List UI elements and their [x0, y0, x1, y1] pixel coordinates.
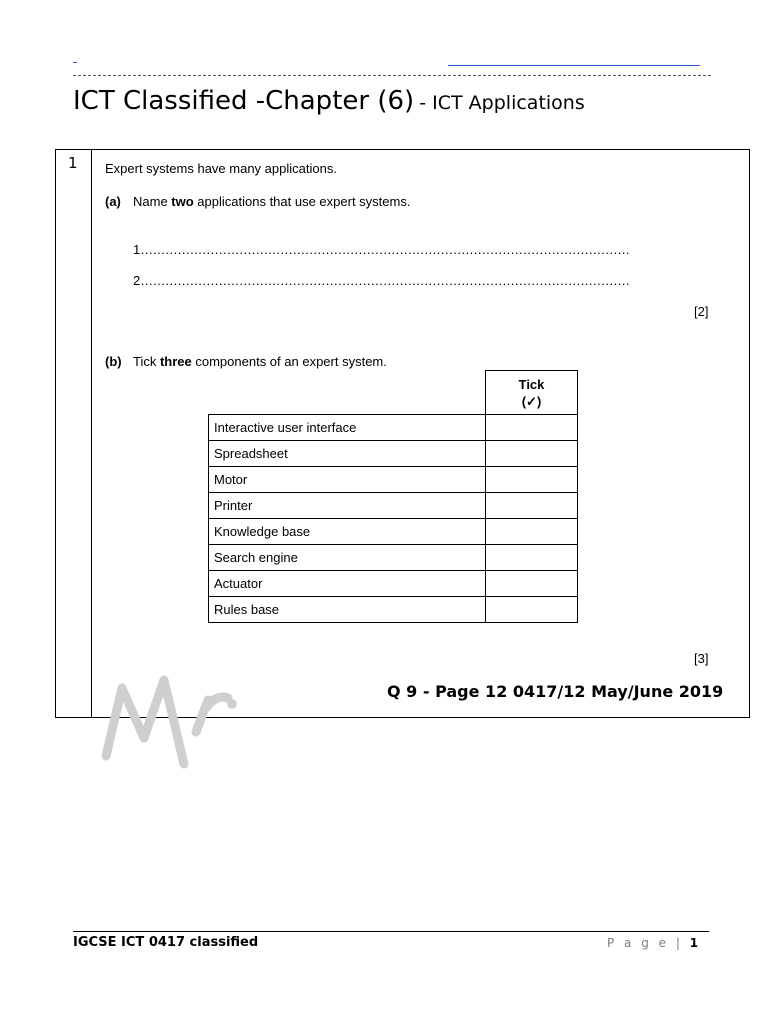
table-header-row [209, 371, 578, 415]
header-divider [73, 75, 711, 76]
part-a-text [133, 194, 410, 209]
component-label: Rules base [209, 597, 486, 623]
component-label: Search engine [209, 545, 486, 571]
title-sub: - ICT Applications [419, 92, 585, 114]
part-b-marks: [3] [694, 651, 709, 666]
footer-page-label: P a g e | [607, 936, 683, 950]
footer-page-number: 1 [689, 936, 699, 950]
watermark-graphic [92, 660, 252, 780]
tick-box-knowledge-base[interactable] [486, 519, 578, 545]
part-a-letter: (a) [105, 194, 121, 209]
table-row [209, 571, 578, 597]
table-row [209, 545, 578, 571]
table-header-blank [209, 371, 486, 415]
table-row [209, 441, 578, 467]
footer-page-indicator [607, 936, 698, 950]
question-number-divider [91, 149, 92, 718]
header-link-right[interactable] [448, 65, 700, 66]
table-row [209, 467, 578, 493]
table-row [209, 415, 578, 441]
question-reference: Q 9 - Page 12 0417/12 May/June 2019 [387, 682, 724, 701]
component-label: Spreadsheet [209, 441, 486, 467]
part-a-text-bold: two [171, 194, 194, 209]
components-table [208, 370, 578, 623]
table-row [209, 493, 578, 519]
question-intro: Expert systems have many applications. [105, 161, 337, 176]
part-b-label [105, 354, 122, 369]
part-b-text-bold: three [159, 354, 192, 369]
footer-course-title: IGCSE ICT 0417 classified [73, 935, 259, 950]
tick-box-interactive-user-interface[interactable] [486, 415, 578, 441]
part-b-text [133, 354, 387, 369]
component-label: Knowledge base [209, 519, 486, 545]
part-a-marks: [2] [694, 304, 709, 319]
tick-header-symbol: (✓) [521, 393, 542, 409]
tick-box-rules-base[interactable] [486, 597, 578, 623]
footer-divider [73, 931, 709, 932]
tick-box-printer[interactable] [486, 493, 578, 519]
question-number: 1 [68, 154, 78, 172]
component-label: Motor [209, 467, 486, 493]
tick-box-search-engine[interactable] [486, 545, 578, 571]
component-label: Actuator [209, 571, 486, 597]
part-b-text-before: Tick [133, 354, 160, 369]
table-row [209, 597, 578, 623]
page-title [73, 86, 585, 116]
tick-box-motor[interactable] [486, 467, 578, 493]
answer-line-2[interactable]: 2....................................................................................................................... [133, 273, 631, 288]
tick-column-header [486, 371, 578, 415]
answer-line-1[interactable]: 1....................................................................................................................... [133, 242, 631, 257]
component-label: Interactive user interface [209, 415, 486, 441]
part-a-label [105, 194, 121, 209]
tick-box-actuator[interactable] [486, 571, 578, 597]
component-label: Printer [209, 493, 486, 519]
part-b-text-after: components of an expert system. [191, 354, 387, 369]
part-a-text-before: Name [133, 194, 172, 209]
tick-box-spreadsheet[interactable] [486, 441, 578, 467]
part-b-letter: (b) [105, 354, 122, 369]
title-main: ICT Classified -Chapter (6) [73, 86, 415, 116]
table-row [209, 519, 578, 545]
header-link-left[interactable] [73, 62, 77, 63]
part-a-text-after: applications that use expert systems. [193, 194, 411, 209]
tick-header-word: Tick [518, 376, 545, 392]
